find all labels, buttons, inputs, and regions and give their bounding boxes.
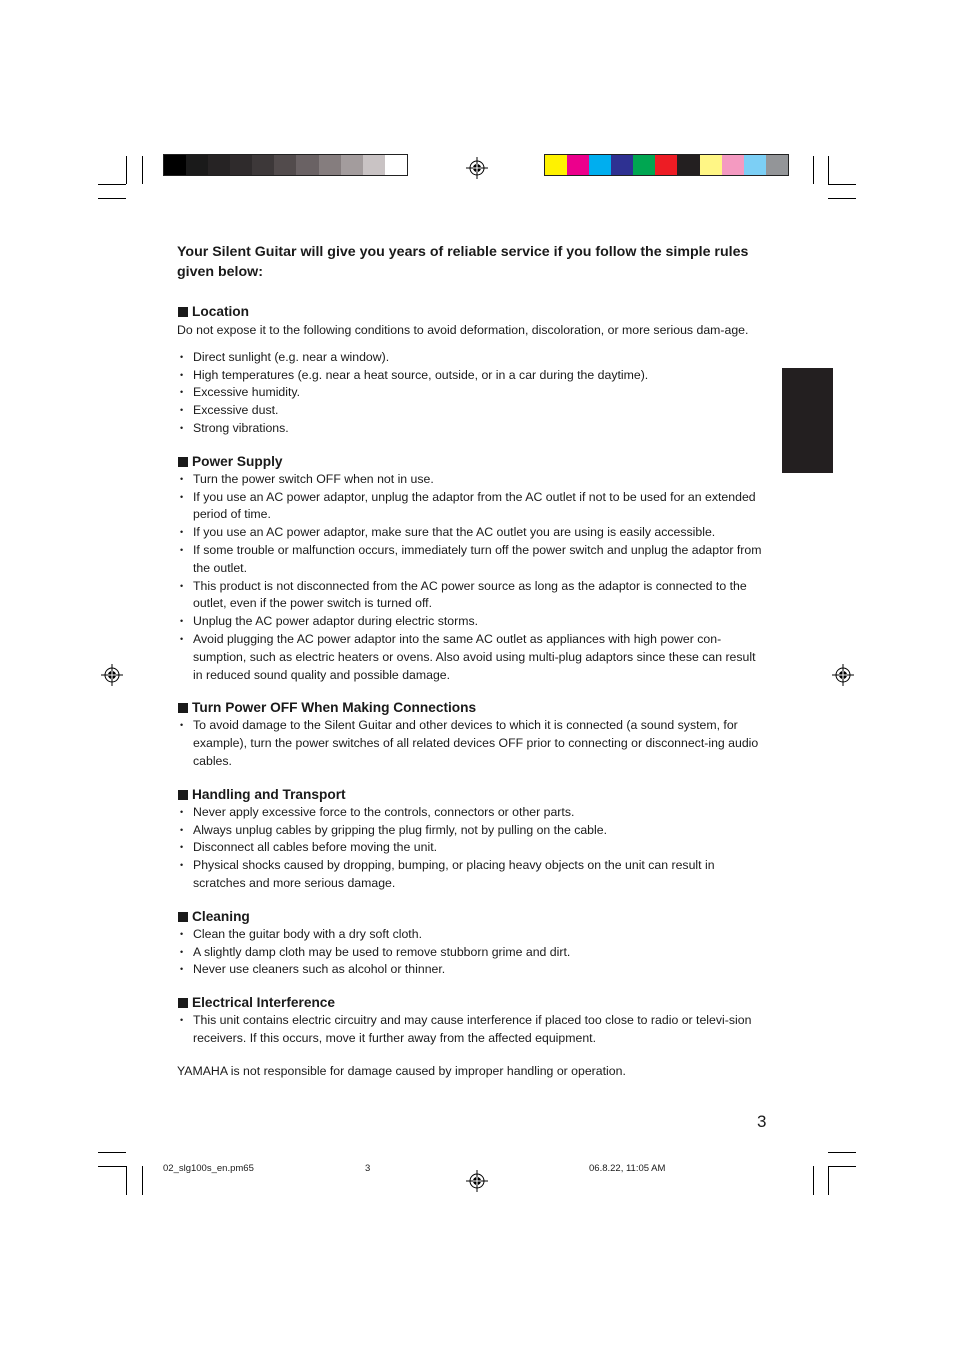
crop-mark <box>813 156 814 184</box>
color-swatch <box>274 155 296 175</box>
color-swatch <box>363 155 385 175</box>
crop-mark <box>126 1166 127 1195</box>
color-swatch <box>655 155 677 175</box>
color-swatch <box>700 155 722 175</box>
section-heading <box>177 699 767 717</box>
precaution-section <box>177 699 767 770</box>
section-title: Cleaning <box>192 908 250 924</box>
square-bullet-icon <box>178 703 188 713</box>
list-item: • A slightly damp cloth may be used to remove stubborn grime and dirt. <box>177 944 767 962</box>
section-title: Power Supply <box>192 453 283 469</box>
list-item: • Excessive dust. <box>177 402 767 420</box>
crop-mark <box>142 156 143 184</box>
crop-mark <box>813 1166 814 1195</box>
list-item: • High temperatures (e.g. near a heat source, outside, or in a car during the daytime). <box>177 367 767 385</box>
square-bullet-icon <box>178 307 188 317</box>
section-heading <box>177 994 767 1012</box>
disclaimer-text: YAMAHA is not responsible for damage caused by improper handling or operation. <box>177 1063 626 1078</box>
section-title: Electrical Interference <box>192 995 336 1011</box>
registration-mark-icon <box>466 1170 488 1192</box>
color-swatch <box>567 155 589 175</box>
slug-datetime: 06.8.22, 11:05 AM <box>589 1163 666 1174</box>
bullet-list <box>177 717 767 770</box>
section-heading <box>177 303 767 321</box>
color-swatch <box>677 155 699 175</box>
color-swatch <box>208 155 230 175</box>
intro-text: Your Silent Guitar will give you years of reliable service if you follow the simple rules given below: <box>177 244 749 280</box>
color-swatch <box>589 155 611 175</box>
list-item: • Disconnect all cables before moving the unit. <box>177 839 767 857</box>
crop-mark <box>828 1152 856 1153</box>
color-swatch <box>296 155 318 175</box>
crop-mark <box>828 198 856 199</box>
list-item: • Strong vibrations. <box>177 420 767 438</box>
process-color-bar <box>544 154 789 176</box>
list-item: • If you use an AC power adaptor, unplug the adaptor from the AC outlet if not to be used for an extended period of time. <box>177 489 767 525</box>
registration-mark-icon <box>832 664 854 686</box>
section-text: Do not expose it to the following conditions to avoid deformation, discoloration, or more serious dam-age. <box>177 323 749 337</box>
list-item: • Never use cleaners such as alcohol or thinner. <box>177 961 767 979</box>
precaution-sections <box>177 303 767 1048</box>
registration-mark-icon <box>466 157 488 179</box>
color-swatch <box>164 155 186 175</box>
color-swatch <box>744 155 766 175</box>
list-item: • Direct sunlight (e.g. near a window). <box>177 349 767 367</box>
list-item: • If you use an AC power adaptor, make sure that the AC outlet you are using is easily accessible. <box>177 524 767 542</box>
list-item: • Avoid plugging the AC power adaptor into the same AC outlet as appliances with high power con-sumption, such as electric heaters or ovens. Also avoid using multi-plug adaptors since these can result in reduced sound quality and possible damage. <box>177 631 767 684</box>
section-heading <box>177 453 767 471</box>
square-bullet-icon <box>178 790 188 800</box>
color-swatch <box>230 155 252 175</box>
section-heading <box>177 786 767 804</box>
list-item: • To avoid damage to the Silent Guitar and other devices to which it is connected (a sound system, for example), turn the power switches of all related devices OFF prior to connecting or disconnect-ing audio cables. <box>177 717 767 770</box>
square-bullet-icon <box>178 912 188 922</box>
crop-mark <box>142 1166 143 1195</box>
color-swatch <box>385 155 407 175</box>
precaution-section <box>177 786 767 893</box>
color-swatch <box>633 155 655 175</box>
grayscale-color-bar <box>163 154 408 176</box>
bullet-list <box>177 1012 767 1048</box>
section-heading <box>177 908 767 926</box>
list-item: • This unit contains electric circuitry and may cause interference if placed too close to radio or televi-sion receivers. If this occurs, move it further away from the affected equipment. <box>177 1012 767 1048</box>
section-title: Turn Power OFF When Making Connections <box>192 700 477 716</box>
language-thumb-tab <box>782 368 833 473</box>
bullet-list <box>177 926 767 979</box>
crop-mark <box>828 156 829 184</box>
slug-filename: 02_slg100s_en.pm65 <box>163 1163 254 1174</box>
page-number: 3 <box>757 1112 767 1131</box>
color-swatch <box>545 155 567 175</box>
list-item: • Excessive humidity. <box>177 384 767 402</box>
color-swatch <box>722 155 744 175</box>
crop-mark <box>98 198 126 199</box>
crop-mark <box>98 1166 126 1167</box>
color-swatch <box>252 155 274 175</box>
crop-mark <box>828 1166 829 1195</box>
color-swatch <box>766 155 788 175</box>
color-swatch <box>319 155 341 175</box>
crop-mark <box>828 184 856 185</box>
section-title: Location <box>192 304 250 319</box>
color-swatch <box>341 155 363 175</box>
color-swatch <box>186 155 208 175</box>
crop-mark <box>98 1152 126 1153</box>
bullet-list <box>177 471 767 685</box>
list-item: • If some trouble or malfunction occurs, immediately turn off the power switch and unplug the adaptor from the outlet. <box>177 542 767 578</box>
section-title: Handling and Transport <box>192 786 346 802</box>
slug-page: 3 <box>365 1163 371 1174</box>
list-item: • Always unplug cables by gripping the plug firmly, not by pulling on the cable. <box>177 822 767 840</box>
list-item: • Turn the power switch OFF when not in use. <box>177 471 767 489</box>
precaution-section <box>177 303 767 438</box>
registration-mark-icon <box>101 664 123 686</box>
crop-mark <box>828 1166 856 1167</box>
bullet-list <box>177 804 767 893</box>
color-swatch <box>611 155 633 175</box>
square-bullet-icon <box>178 998 188 1008</box>
crop-mark <box>126 156 127 184</box>
list-item: • Clean the guitar body with a dry soft cloth. <box>177 926 767 944</box>
list-item: • Physical shocks caused by dropping, bumping, or placing heavy objects on the unit can result in scratches and more serious damage. <box>177 857 767 893</box>
list-item: • Never apply excessive force to the controls, connectors or other parts. <box>177 804 767 822</box>
square-bullet-icon <box>178 457 188 467</box>
crop-mark <box>98 184 126 185</box>
precautions-content <box>177 242 767 1081</box>
bullet-list <box>177 349 767 438</box>
precaution-section <box>177 908 767 979</box>
list-item: • This product is not disconnected from the AC power source as long as the adaptor is connected to the outlet, even if the power switch is turned off. <box>177 578 767 614</box>
list-item: • Unplug the AC power adaptor during electric storms. <box>177 613 767 631</box>
precaution-section <box>177 453 767 685</box>
precaution-section <box>177 994 767 1048</box>
